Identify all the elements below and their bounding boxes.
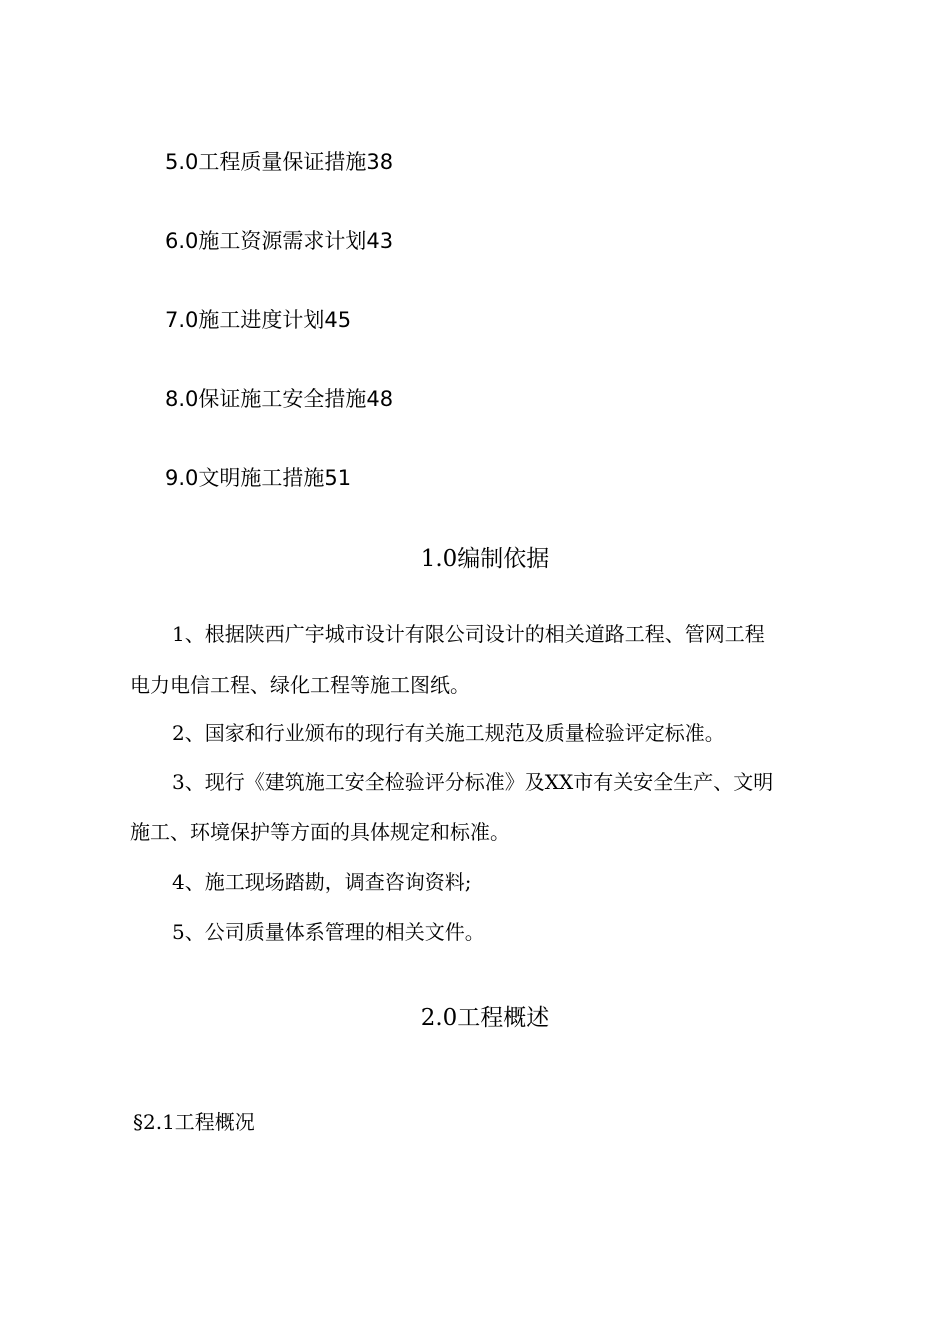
toc-item-8: 8.0保证施工安全措施48	[165, 387, 394, 411]
subsection-heading-overview: §2.1工程概况	[133, 1110, 255, 1134]
basis-item-1-line-2: 电力电信工程、绿化工程等施工图纸。	[130, 673, 470, 697]
section-heading-overview: 2.0工程概述	[420, 1005, 550, 1031]
basis-item-4: 4、施工现场踏勘，调查咨询资料;	[172, 870, 472, 894]
basis-item-2: 2、国家和行业颁布的现行有关施工规范及质量检验评定标准。	[172, 721, 725, 745]
toc-item-5: 5.0工程质量保证措施38	[165, 150, 394, 174]
basis-item-1-line-1: 1、根据陕西广宇城市设计有限公司设计的相关道路工程、管网工程	[172, 622, 765, 646]
toc-item-9: 9.0文明施工措施51	[165, 466, 352, 490]
basis-item-5: 5、公司质量体系管理的相关文件。	[172, 920, 485, 944]
basis-item-3-line-1: 3、现行《建筑施工安全检验评分标准》及XX市有关安全生产、文明	[172, 770, 774, 794]
toc-item-7: 7.0施工进度计划45	[165, 308, 352, 332]
basis-item-3-line-2: 施工、环境保护等方面的具体规定和标准。	[130, 820, 510, 844]
toc-item-6: 6.0施工资源需求计划43	[165, 229, 394, 253]
section-heading-basis: 1.0编制依据	[420, 546, 550, 572]
